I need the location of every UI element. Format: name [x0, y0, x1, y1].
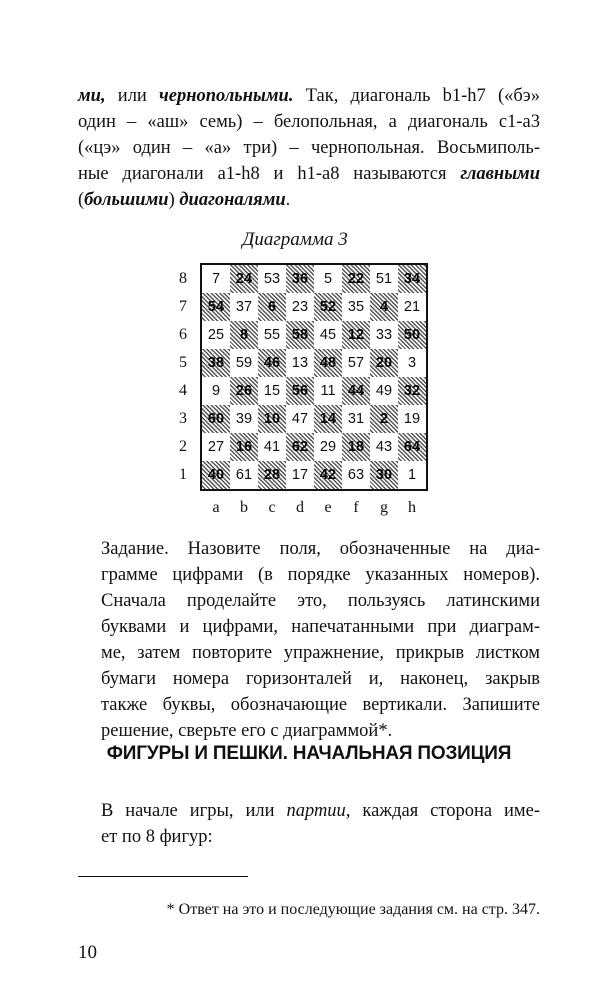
text-fragment: .	[285, 190, 291, 210]
square-number: 7	[211, 271, 221, 287]
text-fragment: большими	[84, 190, 169, 210]
board-square	[342, 461, 370, 489]
board-square	[230, 293, 258, 321]
square-number: 10	[263, 411, 281, 427]
square-number: 56	[291, 383, 309, 399]
intro-paragraph	[78, 83, 540, 213]
board-square	[258, 265, 286, 293]
square-number: 44	[347, 383, 365, 399]
board-square	[370, 377, 398, 405]
board-square	[286, 461, 314, 489]
chess-diagram	[173, 263, 433, 523]
board-square	[258, 349, 286, 377]
board-square	[342, 349, 370, 377]
board-square	[342, 433, 370, 461]
square-number: 13	[291, 355, 309, 371]
square-number: 21	[403, 299, 421, 315]
square-number: 47	[291, 411, 309, 427]
square-number: 1	[407, 467, 417, 483]
board-square	[370, 265, 398, 293]
text-line: ет по 8 фигур:	[101, 827, 213, 847]
board-square	[398, 405, 426, 433]
square-number: 18	[347, 439, 365, 455]
square-number: 9	[211, 383, 221, 399]
square-number: 34	[403, 271, 421, 287]
square-number: 8	[239, 327, 249, 343]
file-label: d	[296, 499, 304, 516]
square-number: 25	[207, 327, 225, 343]
section-heading: ФИГУРЫ И ПЕШКИ. НАЧАЛЬНАЯ ПОЗИЦИЯ	[106, 743, 512, 764]
board-square	[202, 321, 230, 349]
rank-label: 5	[179, 354, 187, 371]
board-square	[286, 405, 314, 433]
board-square	[314, 433, 342, 461]
square-number: 31	[347, 411, 365, 427]
board-square	[398, 321, 426, 349]
square-number: 27	[207, 439, 225, 455]
rank-label: 3	[179, 410, 187, 427]
board-square	[342, 265, 370, 293]
square-number: 49	[375, 383, 393, 399]
rank-label: 8	[179, 270, 187, 287]
text-fragment: главными	[460, 164, 540, 184]
footnote-divider	[78, 876, 248, 877]
square-number: 60	[207, 411, 225, 427]
text-fragment: (	[78, 190, 85, 210]
board-square	[202, 265, 230, 293]
board-square	[314, 377, 342, 405]
square-number: 50	[403, 327, 421, 343]
board-square	[314, 349, 342, 377]
rank-label: 2	[179, 438, 187, 455]
text-fragment: В начале игры, или	[101, 801, 287, 821]
board-square	[230, 433, 258, 461]
board-square	[202, 461, 230, 489]
board-square	[202, 433, 230, 461]
section-paragraph	[78, 798, 540, 850]
square-number: 4	[379, 299, 389, 315]
square-number: 37	[235, 299, 253, 315]
board-square	[398, 433, 426, 461]
board-square	[258, 293, 286, 321]
rank-label: 1	[179, 466, 187, 483]
board-square	[370, 349, 398, 377]
board-square	[398, 377, 426, 405]
board-square	[230, 405, 258, 433]
diagram-title: Диаграмма 3	[242, 229, 348, 250]
square-number: 48	[319, 355, 337, 371]
board-square	[314, 293, 342, 321]
text-line: решение, сверьте его с диаграммой*.	[101, 721, 393, 741]
board-square	[370, 293, 398, 321]
board-square	[398, 293, 426, 321]
text-line: Задание. Назовите поля, обозначенные на диа-	[101, 539, 540, 559]
board-square	[230, 377, 258, 405]
rank-label: 7	[179, 298, 187, 315]
board-square	[230, 265, 258, 293]
file-label: g	[380, 499, 388, 516]
square-number: 17	[291, 467, 309, 483]
text-fragment: ные диагонали a1-h8 и h1-a8 называются	[78, 164, 461, 184]
board-square	[370, 321, 398, 349]
board-square	[342, 405, 370, 433]
square-number: 36	[291, 271, 309, 287]
square-number: 12	[347, 327, 365, 343]
board-square	[202, 377, 230, 405]
square-number: 64	[403, 439, 421, 455]
square-number: 33	[375, 327, 393, 343]
board-square	[230, 461, 258, 489]
square-number: 61	[235, 467, 253, 483]
board-square	[342, 293, 370, 321]
board-square	[202, 349, 230, 377]
text-line: один – «аш» семь) – белопольная, а диагональ c1-a3	[78, 112, 540, 132]
file-label: f	[353, 499, 359, 516]
square-number: 45	[319, 327, 337, 343]
text-fragment: партии,	[286, 801, 351, 821]
board-square	[258, 461, 286, 489]
board-square	[258, 321, 286, 349]
square-number: 22	[347, 271, 365, 287]
board-square	[202, 293, 230, 321]
square-number: 14	[319, 411, 337, 427]
board-square	[258, 433, 286, 461]
text-line: Сначала проделайте это, пользуясь латинскими	[101, 591, 540, 611]
square-number: 42	[319, 467, 337, 483]
text-line: грамме цифрами (в порядке указанных номеров).	[101, 565, 540, 585]
board-square	[314, 265, 342, 293]
board-square	[370, 433, 398, 461]
square-number: 15	[263, 383, 281, 399]
square-number: 55	[263, 327, 281, 343]
board-square	[230, 349, 258, 377]
rank-label: 6	[179, 326, 187, 343]
square-number: 29	[319, 439, 337, 455]
board-square	[286, 265, 314, 293]
square-number: 54	[207, 299, 225, 315]
square-number: 23	[291, 299, 309, 315]
square-number: 19	[403, 411, 421, 427]
board-square	[398, 461, 426, 489]
square-number: 35	[347, 299, 365, 315]
rank-label: 4	[179, 382, 187, 399]
footnote: * Ответ на это и последующие задания см. на стр. 347.	[166, 901, 540, 918]
square-number: 41	[263, 439, 281, 455]
square-number: 46	[263, 355, 281, 371]
board-square	[370, 405, 398, 433]
square-number: 51	[375, 271, 393, 287]
square-number: 30	[375, 467, 393, 483]
board-square	[258, 405, 286, 433]
square-number: 59	[235, 355, 253, 371]
text-line: («цэ» один – «а» три) – чернопольная. Восьмиполь-	[78, 138, 540, 158]
board-square	[230, 321, 258, 349]
board-square	[398, 349, 426, 377]
square-number: 32	[403, 383, 421, 399]
board-square	[202, 405, 230, 433]
square-number: 6	[267, 299, 277, 315]
file-label: e	[324, 499, 332, 516]
text-fragment: )	[168, 190, 180, 210]
page-number: 10	[78, 942, 97, 963]
board-square	[286, 293, 314, 321]
square-number: 11	[320, 383, 336, 399]
square-number: 57	[347, 355, 365, 371]
square-number: 28	[263, 467, 281, 483]
board-square	[342, 321, 370, 349]
square-number: 5	[323, 271, 333, 287]
square-number: 40	[207, 467, 225, 483]
file-label: c	[268, 499, 276, 516]
board-square	[286, 377, 314, 405]
board-square	[398, 265, 426, 293]
square-number: 24	[235, 271, 253, 287]
text-fragment: каждая сторона име-	[350, 801, 540, 821]
square-number: 52	[319, 299, 337, 315]
text-line: буквами и цифрами, напечатанными при диаграм-	[101, 617, 540, 637]
file-label: b	[240, 499, 248, 516]
text-line: ме, затем повторите упражнение, прикрыв листком	[101, 643, 540, 663]
text-fragment: Так, диагональ b1-h7 («бэ»	[293, 86, 540, 106]
task-paragraph	[78, 536, 540, 744]
text-line: бумаги номера горизонталей и, наконец, закрыв	[101, 669, 540, 689]
text-fragment: или	[105, 86, 160, 106]
square-number: 20	[375, 355, 393, 371]
board-square	[314, 321, 342, 349]
square-number: 43	[375, 439, 393, 455]
board-square	[370, 461, 398, 489]
board-square	[286, 349, 314, 377]
square-number: 39	[235, 411, 253, 427]
square-number: 58	[291, 327, 309, 343]
board-square	[314, 461, 342, 489]
square-number: 26	[235, 383, 253, 399]
chess-board	[200, 263, 428, 491]
square-number: 63	[347, 467, 365, 483]
square-number: 53	[263, 271, 281, 287]
text-line: также буквы, обозначающие вертикали. Запишите	[101, 695, 540, 715]
square-number: 62	[291, 439, 309, 455]
square-number: 16	[235, 439, 253, 455]
board-square	[342, 377, 370, 405]
text-fragment: чернопольными.	[159, 86, 294, 106]
board-square	[258, 377, 286, 405]
square-number: 2	[379, 411, 389, 427]
square-number: 3	[407, 355, 417, 371]
board-square	[314, 405, 342, 433]
file-label: h	[408, 499, 416, 516]
text-fragment: диагоналями	[179, 190, 286, 210]
board-square	[286, 321, 314, 349]
square-number: 38	[207, 355, 225, 371]
text-fragment: ми,	[78, 86, 106, 106]
board-square	[286, 433, 314, 461]
file-label: a	[212, 499, 220, 516]
